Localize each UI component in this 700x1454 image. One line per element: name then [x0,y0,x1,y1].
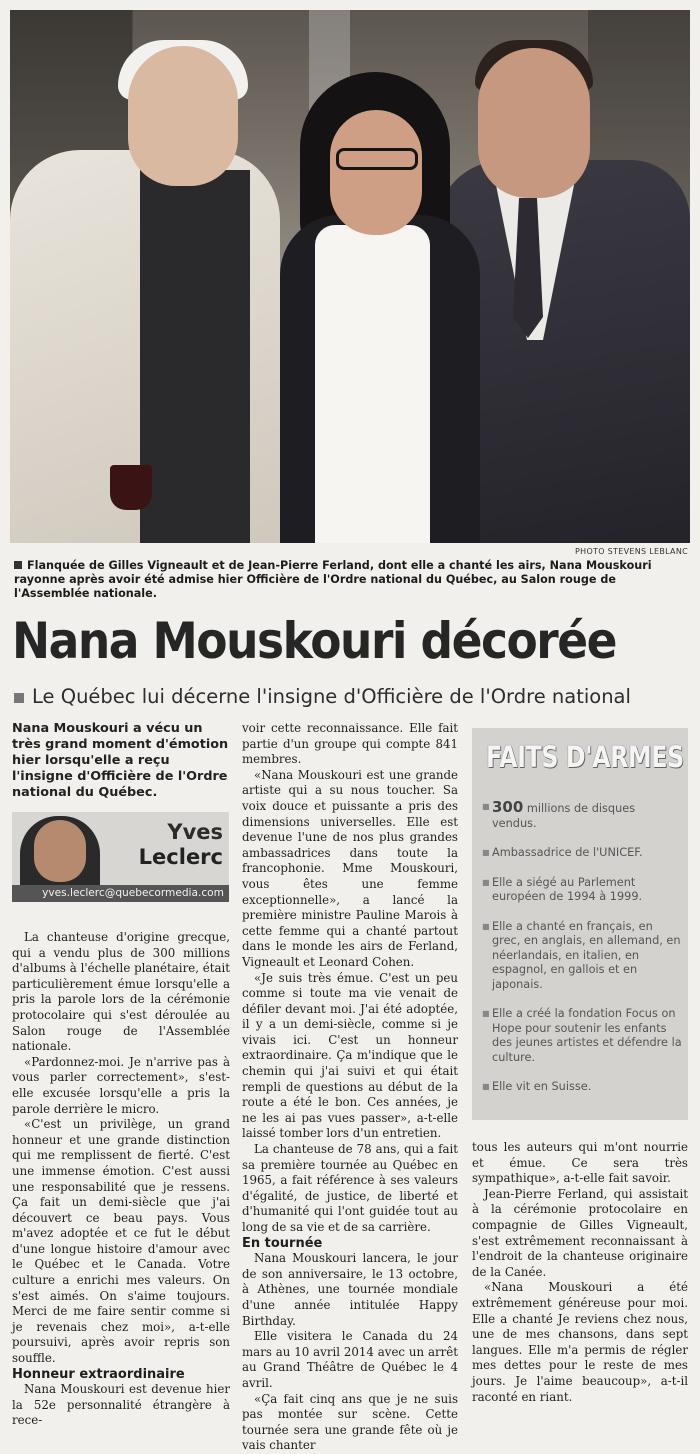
fact-text: Elle a siégé au Parlement européen de 1994 à 1999. [492,875,643,903]
author-last-name: Leclerc [138,845,223,869]
column-2 [242,721,458,1454]
fact-item [482,876,682,905]
headline: Nana Mouskouri décorée [12,612,617,670]
paragraph: Nana Mouskouri est devenue hier la 52e personnalité étrangère à rece- [12,1382,230,1428]
fact-item [482,1007,682,1065]
photo-caption-text: Flanquée de Gilles Vigneault et de Jean-Pierre Ferland, dont elle a chanté les airs, Nana Mouskouri rayonne après avoir été admise hier Officière de l'Ordre national du Québec, au Salon rouge de l'Assemblée nationale. [14,559,652,600]
fact-highlight: 300 [492,798,524,816]
photo-credit: PHOTO STEVENS LEBLANC [575,547,688,556]
facts-list [482,800,682,1110]
facts-title: FAITS D'ARMES [486,740,684,774]
paragraph: Jean-Pierre Ferland, qui assistait à la cérémonie protocolaire en compagnie de Gilles Vigneault, s'est extrêmement reconnaissant à l'endroit de la chanteuse originaire de la Canée. [472,1186,688,1279]
photo-figure-center-glasses [336,148,418,170]
paragraph: tous les auteurs qui m'ont nourrie et émue. Ce sera très sympathique», a-t-elle fait savoir. [472,1140,688,1186]
photo-figure-right-head [478,48,590,198]
paragraph: «C'est un privilège, un grand honneur et une grande distinction qui me remplissent de fierté. C'est une immense émotion. C'est aussi une responsabilité que je ressens. Ça fait un demi-siècle que j'ai découvert ce beau pays. Vous m'avez adoptée et ce fut le début d'une longue histoire d'amour avec le Québec et le Canada. Votre culture a enrichi mes valeurs. On s'est aimés. On s'aime toujours. Merci de me faire sentir comme si je revenais chez moi», a-t-elle poursuivi, après avoir repris son souffle. [12,1117,230,1366]
column-1 [12,930,230,1429]
section-subtitle: Honneur extraordinaire [12,1366,185,1382]
author-box [12,812,229,902]
paragraph: «Ça fait cinq ans que je ne suis pas montée sur scène. Cette tournée sera une grande fête où je vais chanter [242,1391,458,1453]
fact-text: millions de disques vendus. [492,802,636,830]
paragraph: voir cette reconnaissance. Elle fait partie d'un groupe qui compte 841 membres. [242,721,458,767]
section-subtitle: En tournée [242,1235,323,1251]
photo-caption [14,559,694,601]
article-photo [10,10,690,543]
fact-text: Elle vit en Suisse. [492,1080,592,1093]
photo-figure-left-shirt [140,170,250,543]
photo-figure-center-face [330,110,422,235]
caption-square-icon [14,561,22,569]
column-3 [472,1140,688,1405]
photo-wine-glass [110,465,152,510]
subheadline [14,684,631,710]
paragraph: Elle visitera le Canada du 24 mars au 10 avril 2014 avec un arrêt au Grand Théâtre de Québec le 4 avril. [242,1329,458,1390]
paragraph: La chanteuse de 78 ans, qui a fait sa première tournée au Québec en 1965, a fait référence à ses valeurs d'égalité, de justice, de liberté et d'humanité qui l'ont guidée tout au long de sa vie et de sa carrière. [242,1142,458,1234]
subhead-square-icon [14,693,24,703]
author-first-name: Yves [167,820,223,844]
paragraph: «Je suis très émue. C'est un peu comme si toute ma vie venait de défiler devant moi. J'ai été adoptée, il y a un demi-siècle, comme si je vivais ici. C'est un honneur extraordinaire. Ça m'indique que le chemin qui j'ai suivi et qui était rempli de questions au début de la route a été le bon. Ces années, je ne les ai pas vues passer», a-t-elle laissé tomber lors d'un entretien. [242,970,458,1141]
fact-item [482,800,682,831]
photo-figure-center-blouse [315,225,430,543]
paragraph: La chanteuse d'origine grecque, qui a vendu plus de 300 millions d'albums à l'échelle planétaire, était particulièrement émue lorsqu'elle a pris la parole lors de la cérémonie protocolaire qui s'est déroulée au Salon rouge de l'Assemblée nationale. [12,930,230,1054]
subheadline-text: Le Québec lui décerne l'insigne d'Officière de l'Ordre national [32,685,631,708]
fact-text: Ambassadrice de l'UNICEF. [492,846,643,859]
author-photo [20,816,100,886]
fact-text: Elle a créé la fondation Focus on Hope pour soutenir les enfants des jeunes artistes et défendre la culture. [492,1007,682,1064]
paragraph: «Pardonnez-moi. Je n'arrive pas à vous parler correctement», s'est-elle excusée lorsqu'elle a pris la parole derrière le micro. [12,1054,230,1116]
fact-text: Elle a chanté en français, en grec, en anglais, en allemand, en néerlandais, en italien, en espagnol, en gallois et en japonais. [492,919,681,991]
fact-item [482,920,682,993]
author-email[interactable]: yves.leclerc@quebecormedia.com [12,885,229,902]
paragraph: Nana Mouskouri lancera, le jour de son anniversaire, le 13 octobre, à Athènes, une tournée mondiale d'une année intitulée Happy Birthday. [242,1251,458,1328]
paragraph: «Nana Mouskouri a été extrêmement généreuse pour moi. Elle a chanté Je reviens chez nous, une de mes chansons, dans sept langues. Elle m'a permis de régler mes dettes pour le reste de mes jours. Je l'aime beaucoup», a-t-il raconté en riant. [472,1280,688,1404]
author-face [34,820,86,882]
fact-item [482,1080,682,1095]
photo-figure-left-head [128,46,238,186]
paragraph: «Nana Mouskouri est une grande artiste qui a su nous toucher. Sa voix douce et puissante a pris des dimensions universelles. Elle est devenue l'une de nos plus grandes ambassadrices dans toute la francophonie. Mme Mouskouri, vous êtes une femme exceptionnelle», a lancé la première ministre Pauline Marois à cette femme qui a chanté partout dans le monde les airs de Ferland, Vigneault et Leonard Cohen. [242,767,458,969]
fact-item [482,846,682,861]
lede: Nana Mouskouri a vécu un très grand moment d'émotion hier lorsqu'elle a reçu l'insigne d'Officière de l'Ordre national du Québec. [12,721,229,800]
facts-box [472,728,688,1120]
